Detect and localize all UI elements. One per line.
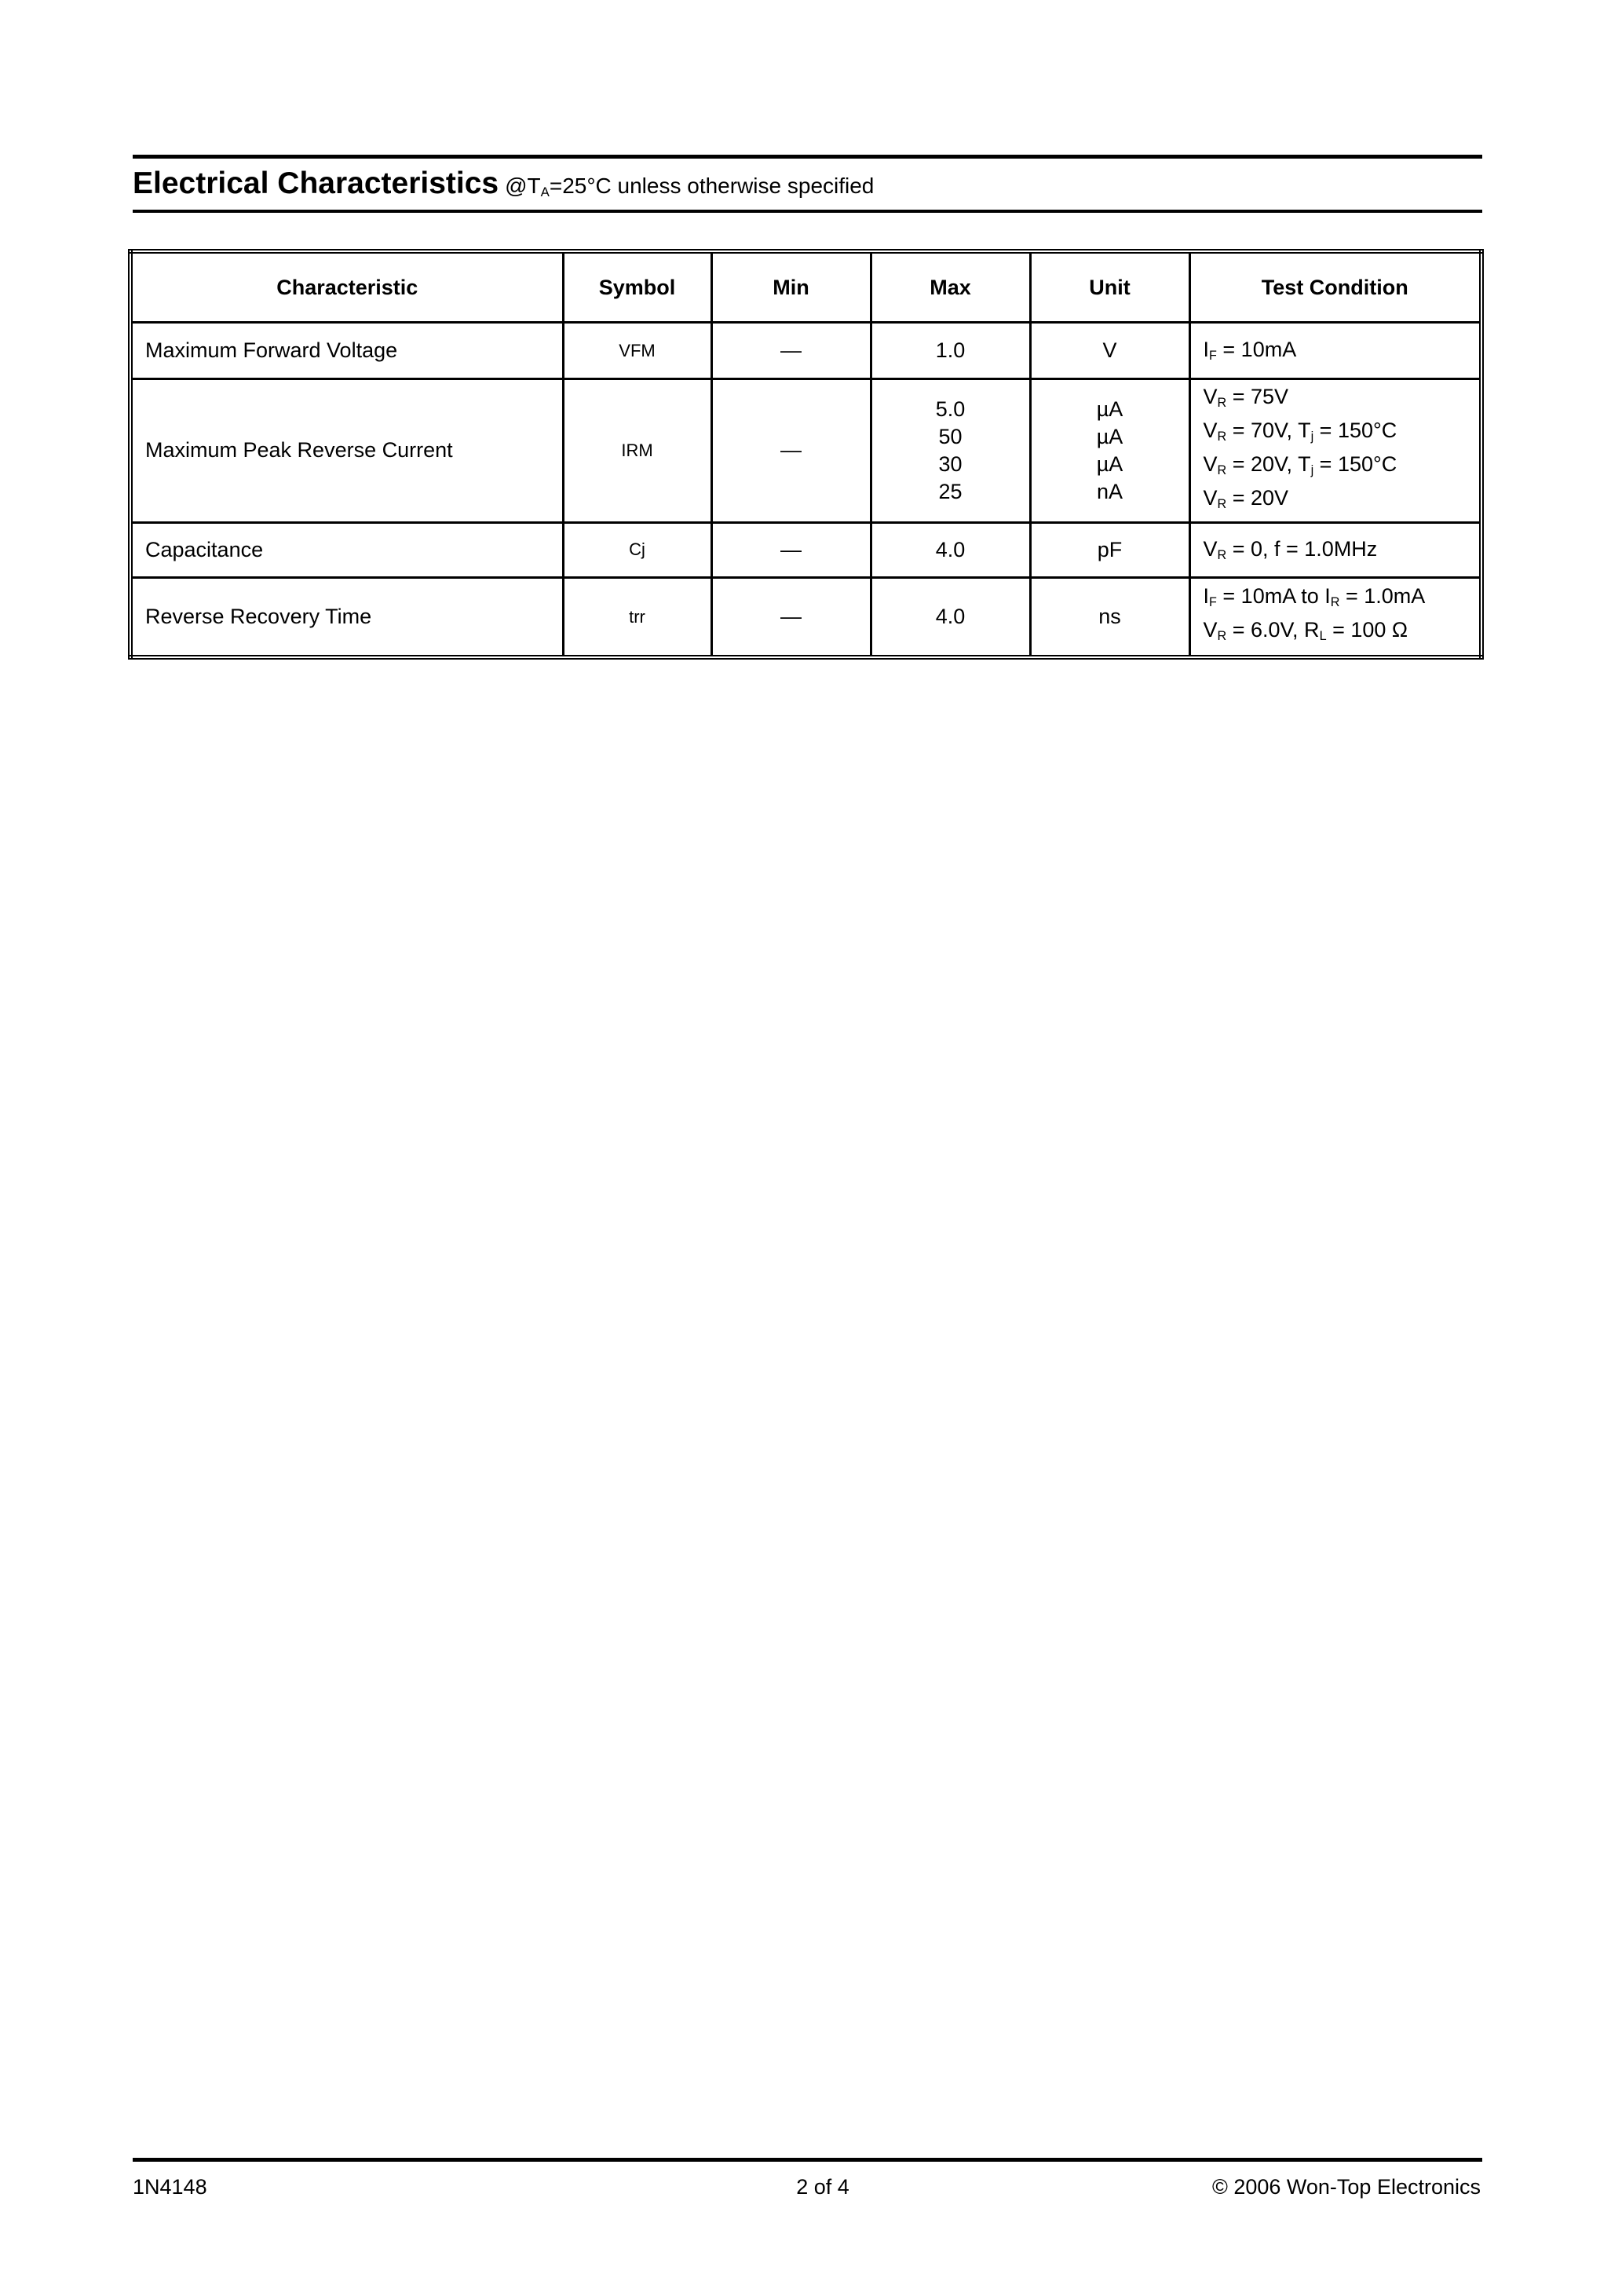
condition-text: I: [1203, 337, 1210, 361]
condition-text: V: [1203, 418, 1218, 442]
test-condition-cell: [1189, 522, 1481, 577]
col-header: Min: [711, 251, 871, 323]
test-condition-cell: [1189, 323, 1481, 379]
table-row: [130, 577, 1481, 657]
title-text: Electrical Characteristics: [133, 166, 499, 200]
subscript: R: [1330, 595, 1340, 610]
characteristic-cell: Reverse Recovery Time: [130, 577, 563, 657]
condition-text: V: [1203, 536, 1218, 561]
max-value: 25: [938, 479, 963, 503]
max-cell: [871, 323, 1030, 379]
unit-value: µA: [1096, 424, 1123, 448]
cond-sub: A: [540, 185, 550, 200]
test-condition: [1204, 583, 1467, 616]
test-condition-cell: [1189, 577, 1481, 657]
min-cell: —: [711, 323, 871, 379]
condition-text: = 150°C: [1313, 452, 1397, 476]
max-cell: [871, 577, 1030, 657]
section-title: [133, 166, 874, 201]
subscript: R: [1217, 547, 1227, 562]
condition-text: = 0, f = 1.0MHz: [1226, 536, 1378, 561]
max-value: 5.0: [935, 397, 966, 421]
condition-text: = 100 Ω: [1326, 618, 1408, 642]
unit-value: V: [1102, 338, 1117, 362]
footer-page-number: 2 of 4: [796, 2175, 849, 2199]
test-condition: [1204, 537, 1467, 563]
condition-text: V: [1203, 384, 1218, 408]
unit-cell: [1030, 577, 1189, 657]
characteristic-cell: Maximum Forward Voltage: [130, 323, 563, 379]
subscript: R: [1217, 462, 1227, 477]
unit-cell: [1030, 323, 1189, 379]
condition-text: I: [1203, 584, 1210, 609]
condition-text: = 70V, T: [1226, 418, 1311, 442]
col-header: Symbol: [563, 251, 711, 323]
unit-cell: [1030, 522, 1189, 577]
max-value: 4.0: [935, 604, 966, 628]
condition-text: = 1.0mA: [1339, 584, 1426, 609]
condition-text: = 10mA: [1216, 337, 1297, 361]
subscript: R: [1217, 395, 1227, 410]
col-header: Unit: [1030, 251, 1189, 323]
table-header-row: [130, 251, 1481, 323]
unit-value: µA: [1096, 397, 1123, 421]
max-value: 50: [938, 424, 963, 448]
electrical-characteristics-table: [128, 249, 1484, 660]
table-row: [130, 379, 1481, 523]
max-value: 4.0: [935, 537, 966, 561]
max-value: 30: [938, 452, 963, 476]
max-cell: [871, 522, 1030, 577]
symbol-cell: VFM: [563, 323, 711, 379]
footer-rule: [133, 2158, 1482, 2162]
test-condition: [1204, 338, 1467, 364]
symbol-cell: trr: [563, 577, 711, 657]
title-condition: [505, 174, 874, 198]
subscript: R: [1217, 496, 1227, 511]
characteristic-cell: Capacitance: [130, 522, 563, 577]
test-condition: [1204, 451, 1467, 484]
min-cell: —: [711, 577, 871, 657]
test-condition: [1204, 484, 1467, 518]
subscript: j: [1310, 462, 1314, 477]
condition-text: = 20V: [1226, 485, 1289, 510]
condition-text: = 10mA to I: [1216, 584, 1331, 609]
col-header: Characteristic: [130, 251, 563, 323]
test-condition: [1204, 417, 1467, 451]
subscript: R: [1217, 629, 1227, 644]
condition-text: = 6.0V, R: [1226, 618, 1320, 642]
condition-text: = 75V: [1226, 384, 1289, 408]
unit-value: pF: [1097, 537, 1123, 561]
table-row: [130, 522, 1481, 577]
test-condition: [1204, 616, 1467, 650]
condition-text: = 20V, T: [1226, 452, 1311, 476]
subscript: L: [1319, 629, 1327, 644]
test-condition: [1204, 383, 1467, 417]
col-header: Test Condition: [1189, 251, 1481, 323]
characteristic-cell: Maximum Peak Reverse Current: [130, 379, 563, 523]
col-header: Max: [871, 251, 1030, 323]
unit-value: µA: [1096, 452, 1123, 476]
test-condition-cell: [1189, 379, 1481, 523]
table-row: [130, 323, 1481, 379]
min-cell: —: [711, 522, 871, 577]
subscript: F: [1209, 595, 1217, 610]
symbol-cell: IRM: [563, 379, 711, 523]
symbol-cell: Cj: [563, 522, 711, 577]
unit-value: ns: [1098, 604, 1121, 628]
condition-text: V: [1203, 452, 1218, 476]
condition-text: V: [1203, 485, 1218, 510]
max-value: 1.0: [935, 338, 966, 362]
condition-text: V: [1203, 618, 1218, 642]
subscript: R: [1217, 429, 1227, 444]
unit-cell: [1030, 379, 1189, 523]
min-cell: —: [711, 379, 871, 523]
footer-copyright: © 2006 Won-Top Electronics: [1211, 2175, 1481, 2199]
unit-value: nA: [1096, 479, 1123, 503]
cond-prefix: @T: [505, 174, 541, 198]
footer-part-number: 1N4148: [133, 2175, 207, 2199]
cond-suffix: =25°C unless otherwise specified: [549, 174, 875, 198]
header-top-rule: [133, 155, 1482, 159]
header-bottom-rule: [133, 210, 1482, 213]
subscript: F: [1209, 349, 1217, 364]
max-cell: [871, 379, 1030, 523]
subscript: j: [1310, 429, 1314, 444]
condition-text: = 150°C: [1313, 418, 1397, 442]
